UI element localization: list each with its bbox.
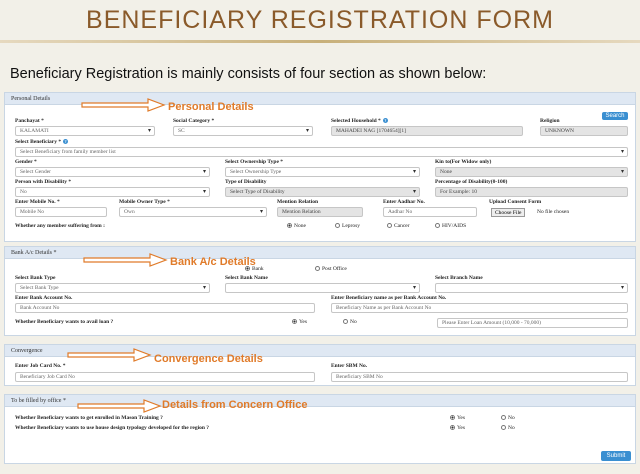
ownership-select[interactable]: Select Ownership Type ▾ [225, 167, 420, 177]
loan-no-radio[interactable] [343, 319, 357, 325]
bank-name-label: Select Bank Name [225, 275, 268, 281]
radio-icon [501, 415, 506, 420]
radio-icon [450, 415, 455, 420]
office-arrow-icon [76, 399, 162, 413]
gender-label: Gender * [15, 159, 37, 165]
aadhar-label: Enter Aadhar No. [383, 199, 425, 205]
branch-label: Select Branch Name [435, 275, 483, 281]
bank-type-label: Select Bank Type [15, 275, 56, 281]
title-divider [0, 40, 640, 43]
panchayat-label: Panchayat * [15, 118, 44, 124]
disability-pct-label: Percentage of Disability(0-100) [435, 179, 508, 185]
radio-icon [343, 319, 348, 324]
option-label: No [508, 415, 515, 421]
option-label: No [508, 425, 515, 431]
radio-icon [315, 266, 320, 271]
panchayat-select[interactable]: KALAMATI ▾ [15, 126, 155, 136]
search-button[interactable]: Search [602, 112, 628, 120]
loan-label: Whether Beneficiary wants to avail loan ? [15, 319, 114, 325]
sbm-label: Enter SBM No. [331, 363, 368, 369]
bank-type-select[interactable]: Select Bank Type ▾ [15, 283, 210, 293]
ownership-label: Select Ownership Type * [225, 159, 284, 165]
aadhar-input[interactable]: Aadhar No [383, 207, 477, 217]
mention-relation-label: Mention Relation [277, 199, 319, 205]
bank-annotation: Bank A/c Details [170, 256, 256, 268]
mobile-input[interactable]: Mobile No [15, 207, 107, 217]
convergence-arrow-icon [66, 348, 152, 362]
submit-button[interactable]: Submit [601, 451, 631, 461]
office-header: To be filled by office * [5, 395, 635, 407]
job-card-input[interactable]: Beneficiary Job Card No [15, 372, 315, 382]
design-yes-radio[interactable] [450, 425, 465, 431]
bank-details-header: Bank A/c Details * [5, 247, 635, 259]
option-label: Post Office [322, 266, 347, 272]
no-file-text: No file chosen [537, 209, 570, 215]
option-label: Leprosy [342, 223, 361, 229]
mobile-owner-select[interactable]: Own ▾ [119, 207, 267, 217]
radio-icon [335, 223, 340, 228]
consent-label: Upload Consent Form [489, 199, 542, 205]
mason-yes-radio[interactable] [450, 415, 465, 421]
illness-option-cancer[interactable] [387, 223, 410, 229]
bank-arrow-icon [82, 253, 168, 267]
mention-relation-input[interactable]: Mention Relation [277, 207, 363, 217]
bank-mode-post-office[interactable] [315, 266, 347, 272]
radio-icon [450, 425, 455, 430]
help-icon[interactable]: ? [64, 139, 67, 144]
option-label: Yes [457, 425, 466, 431]
radio-icon [435, 223, 440, 228]
account-input[interactable]: Bank Account No [15, 303, 315, 313]
radio-icon [292, 319, 297, 324]
beneficiary-select[interactable]: Select Beneficiary from family member list ▾ [15, 147, 628, 157]
slide-title: BENEFICIARY REGISTRATION FORM [86, 6, 554, 34]
illness-option-none[interactable] [287, 223, 306, 229]
beneficiary-label [15, 139, 68, 145]
account-label: Enter Bank Account No. [15, 295, 73, 301]
option-label: Bank [252, 266, 264, 272]
mobile-label: Enter Mobile No. * [15, 199, 60, 205]
account-name-input[interactable]: Beneficiary Name as per Bank Account No [331, 303, 628, 313]
option-label: HIV/AIDS [442, 223, 467, 229]
design-no-radio[interactable] [501, 425, 515, 431]
beneficiary-label-text: Select Beneficiary * [15, 139, 62, 145]
disability-type-select[interactable]: Select Type of Disability ▾ [225, 187, 420, 197]
illness-option-hiv[interactable] [435, 223, 466, 229]
illness-option-leprosy[interactable] [335, 223, 360, 229]
kin-label: Kin to(For Widow only) [435, 159, 492, 165]
office-annotation: Details from Concern Office [162, 399, 308, 411]
option-label: Yes [299, 319, 308, 325]
illness-label: Whether any member suffering from : [15, 223, 105, 229]
radio-icon [287, 223, 292, 228]
mason-no-radio[interactable] [501, 415, 515, 421]
radio-icon [387, 223, 392, 228]
personal-annotation: Personal Details [168, 101, 254, 113]
design-typology-label: Whether Beneficiary wants to use house design typology developed for the region ? [15, 425, 210, 431]
gender-select[interactable]: Select Gender ▾ [15, 167, 210, 177]
religion-field: UNKNOWN [540, 126, 628, 136]
disability-type-label: Type of Disability [225, 179, 267, 185]
social-category-select[interactable]: SC ▾ [173, 126, 313, 136]
option-label: No [350, 319, 357, 325]
disability-pct-input[interactable]: For Example: 10 [435, 187, 628, 197]
account-name-label: Enter Beneficiary name as per Bank Account No. [331, 295, 447, 301]
branch-select[interactable] [435, 283, 628, 293]
help-icon[interactable]: ? [384, 118, 387, 123]
option-label: Cancer [394, 223, 410, 229]
personal-arrow-icon [80, 98, 166, 112]
option-label: None [294, 223, 306, 229]
kin-select[interactable]: None ▾ [435, 167, 628, 177]
loan-yes-radio[interactable] [292, 319, 307, 325]
convergence-annotation: Convergence Details [154, 353, 263, 365]
social-category-label: Social Category * [173, 118, 215, 124]
disability-label: Person with Disability * [15, 179, 72, 185]
household-label [331, 118, 388, 124]
intro-text: Beneficiary Registration is mainly consists of four section as shown below: [10, 66, 487, 82]
loan-amount-input[interactable]: Please Enter Loan Amount (10,000 - 70,000) [437, 318, 628, 328]
radio-icon [501, 425, 506, 430]
household-field: MAHADEI NAG [1704654][1] [331, 126, 523, 136]
job-card-label: Enter Job Card No. * [15, 363, 66, 369]
bank-name-select[interactable] [225, 283, 420, 293]
household-label-text: Selected Household * [331, 118, 381, 124]
personal-details-header: Personal Details [5, 93, 635, 105]
religion-label: Religion [540, 118, 560, 124]
mason-training-label: Whether Beneficiary wants to get enrolled in Mason Training ? [15, 415, 163, 421]
option-label: Yes [457, 415, 466, 421]
choose-file-button[interactable]: Choose File [491, 208, 525, 217]
disability-select[interactable]: No ▾ [15, 187, 210, 197]
personal-details-panel [4, 92, 636, 242]
mobile-owner-label: Mobile Owner Type * [119, 199, 170, 205]
convergence-header: Convergence [5, 345, 635, 357]
sbm-input[interactable]: Beneficiary SBM No [331, 372, 628, 382]
